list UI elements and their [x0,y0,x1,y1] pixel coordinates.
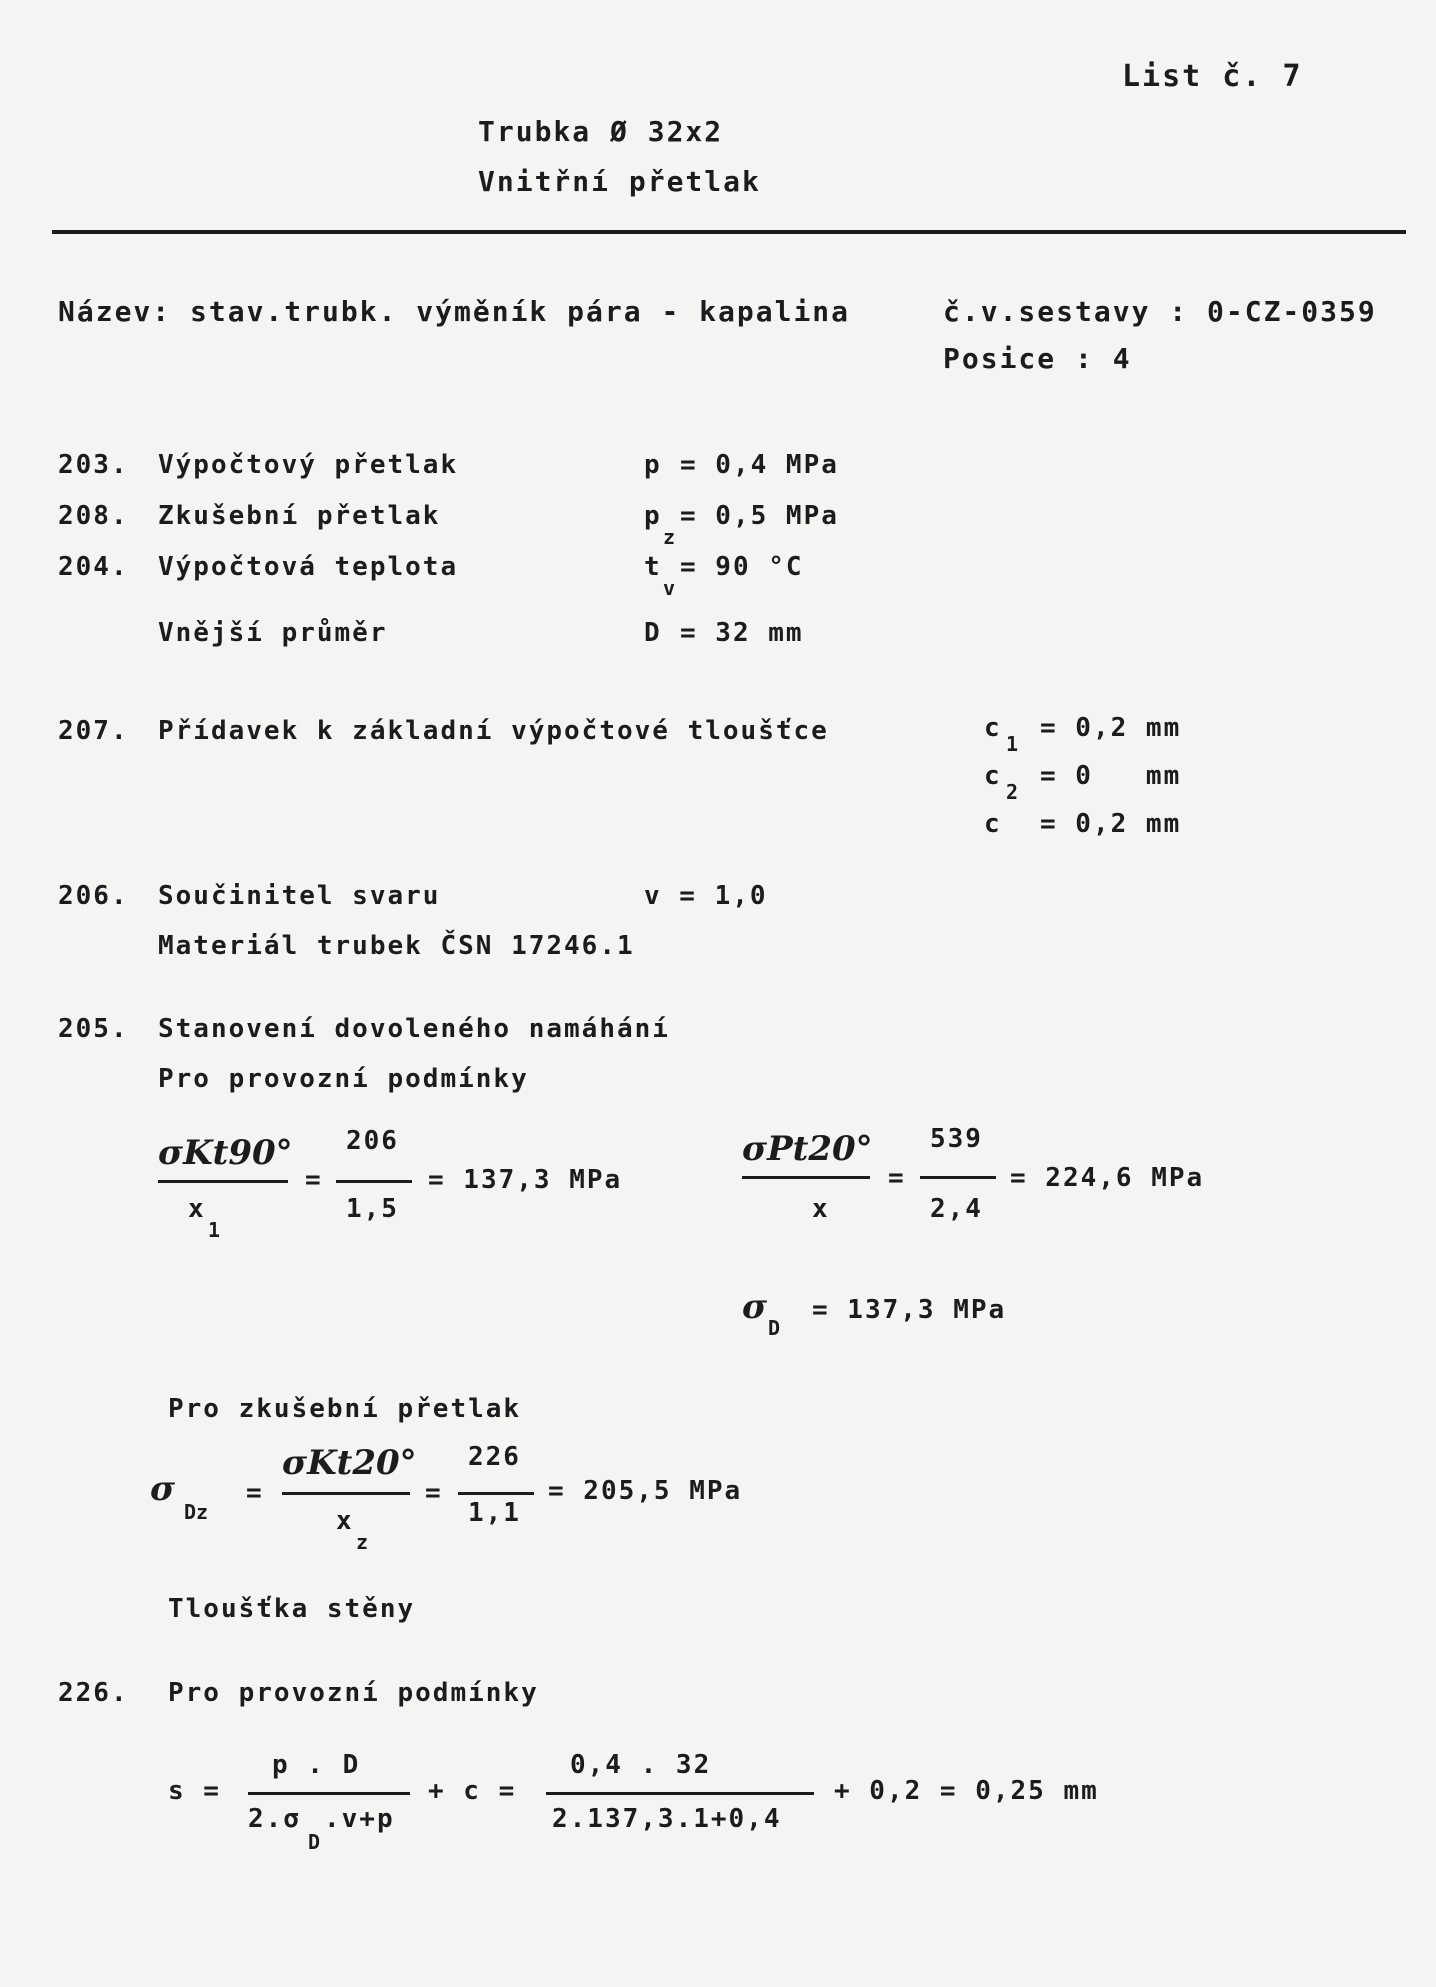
document-title: Trubka Ø 32x2 [478,115,724,148]
param-symbol: p [644,450,662,480]
param-number: 208. [58,501,129,531]
wall-formula-denominator-subscript: D [308,1830,321,1854]
param-symbol: t [644,552,662,582]
wall-operating-heading: Pro provozní podmínky [168,1678,539,1708]
strength-value-20: 539 [930,1124,983,1154]
safety-factor-value: 2,4 [930,1194,983,1224]
sheet-number: List č. 7 [1122,59,1303,94]
header-divider [52,230,1406,234]
param-label: Vnější průměr [158,618,388,648]
tube-material: Materiál trubek ČSN 17246.1 [158,931,635,961]
allowance-label: Přídavek k základní výpočtové tloušťce [158,716,829,746]
document-subtitle: Vnitřní přetlak [478,165,761,198]
fraction-bar [336,1180,412,1183]
param-number: 204. [58,552,129,582]
allowance-number: 207. [58,716,129,746]
param-symbol-subscript: v [663,576,676,600]
fraction-bar [248,1792,410,1795]
stress-section-number: 205. [58,1014,129,1044]
fraction-bar [546,1792,814,1795]
test-allowable-stress-result: = 205,5 MPa [548,1476,743,1506]
test-pressure-heading: Pro zkušební přetlak [168,1394,522,1424]
yield-value-90: 206 [346,1126,399,1156]
allowance-c1-subscript: 1 [1006,732,1019,756]
equals-sign: = [246,1478,264,1508]
test-factor-subscript: z [356,1530,369,1554]
param-number: 203. [58,450,129,480]
wall-formula-numerator: p . D [272,1750,361,1780]
operating-conditions-heading: Pro provozní podmínky [158,1064,529,1094]
weld-label: Součinitel svaru [158,881,441,911]
fraction-bar [282,1492,410,1495]
plus-allowance: + c = [428,1776,517,1806]
param-value: = 0,4 MPa [680,450,839,480]
fraction-bar [458,1492,534,1495]
allowance-c-value: = 0,2 mm [1040,809,1182,839]
sigma-d-subscript: D [768,1316,781,1340]
sigma-dz-symbol: σ [150,1469,176,1509]
wall-formula-denominator-b: .v+p [324,1804,395,1834]
param-label: Výpočtová teplota [158,552,459,582]
param-value: = 0,5 MPa [680,501,839,531]
wall-section-number: 226. [58,1678,129,1708]
wall-thickness-heading: Tloušťka stěny [168,1594,416,1624]
param-label: Zkušební přetlak [158,501,441,531]
wall-numeric-denominator: 2.137,3.1+0,4 [552,1804,782,1834]
stress-section-title: Stanovení dovoleného namáhání [158,1014,670,1044]
param-symbol-subscript: z [663,525,676,549]
wall-thickness-result: + 0,2 = 0,25 mm [834,1776,1099,1806]
position-number: Posice : 4 [943,342,1132,375]
param-value: = 90 °C [680,552,804,582]
safety-factor-subscript: 1 [208,1218,221,1242]
allowance-c2-subscript: 2 [1006,780,1019,804]
equals-sign: = [425,1478,443,1508]
equals-sign: = [305,1165,323,1195]
sigma-d-symbol: σ [742,1287,768,1327]
safety-factor-symbol: x [188,1194,206,1224]
wall-thickness-lhs: s = [168,1776,221,1806]
equals-sign: = [888,1163,906,1193]
weld-value: v = 1,0 [644,881,768,911]
param-label: Výpočtový přetlak [158,450,459,480]
sigma-pt20-numerator: σPt20° [742,1129,873,1169]
allowance-c1-value: = 0,2 mm [1040,713,1182,743]
test-factor-symbol: x [336,1506,354,1536]
sigma-d-value: = 137,3 MPa [812,1295,1007,1325]
allowance-c-symbol: c [984,809,1002,839]
allowable-stress-90-result: = 137,3 MPa [428,1165,623,1195]
sigma-dz-subscript: Dz [184,1500,209,1524]
test-factor-value: 1,1 [468,1498,521,1528]
weld-number: 206. [58,881,129,911]
safety-factor-symbol: x [812,1194,830,1224]
fraction-bar [158,1180,288,1183]
allowance-c1-symbol: c [984,713,1002,743]
sigma-kt20-numerator: σKt20° [282,1443,417,1483]
wall-formula-denominator-a: 2.σ [248,1804,301,1834]
wall-numeric-numerator: 0,4 . 32 [570,1750,712,1780]
assembly-number: č.v.sestavy : 0-CZ-0359 [943,295,1377,328]
equipment-name: Název: stav.trubk. výměník pára - kapalina [58,295,851,328]
allowance-c2-symbol: c [984,761,1002,791]
allowable-stress-20-result: = 224,6 MPa [1010,1163,1205,1193]
param-symbol: D [644,618,662,648]
safety-factor-value: 1,5 [346,1194,399,1224]
param-symbol: p [644,501,662,531]
yield-value-20: 226 [468,1442,521,1472]
sigma-kt90-numerator: σKt90° [158,1133,293,1173]
allowance-c2-value: = 0 mm [1040,761,1182,791]
fraction-bar [742,1176,870,1179]
fraction-bar [920,1176,996,1179]
param-value: = 32 mm [680,618,804,648]
